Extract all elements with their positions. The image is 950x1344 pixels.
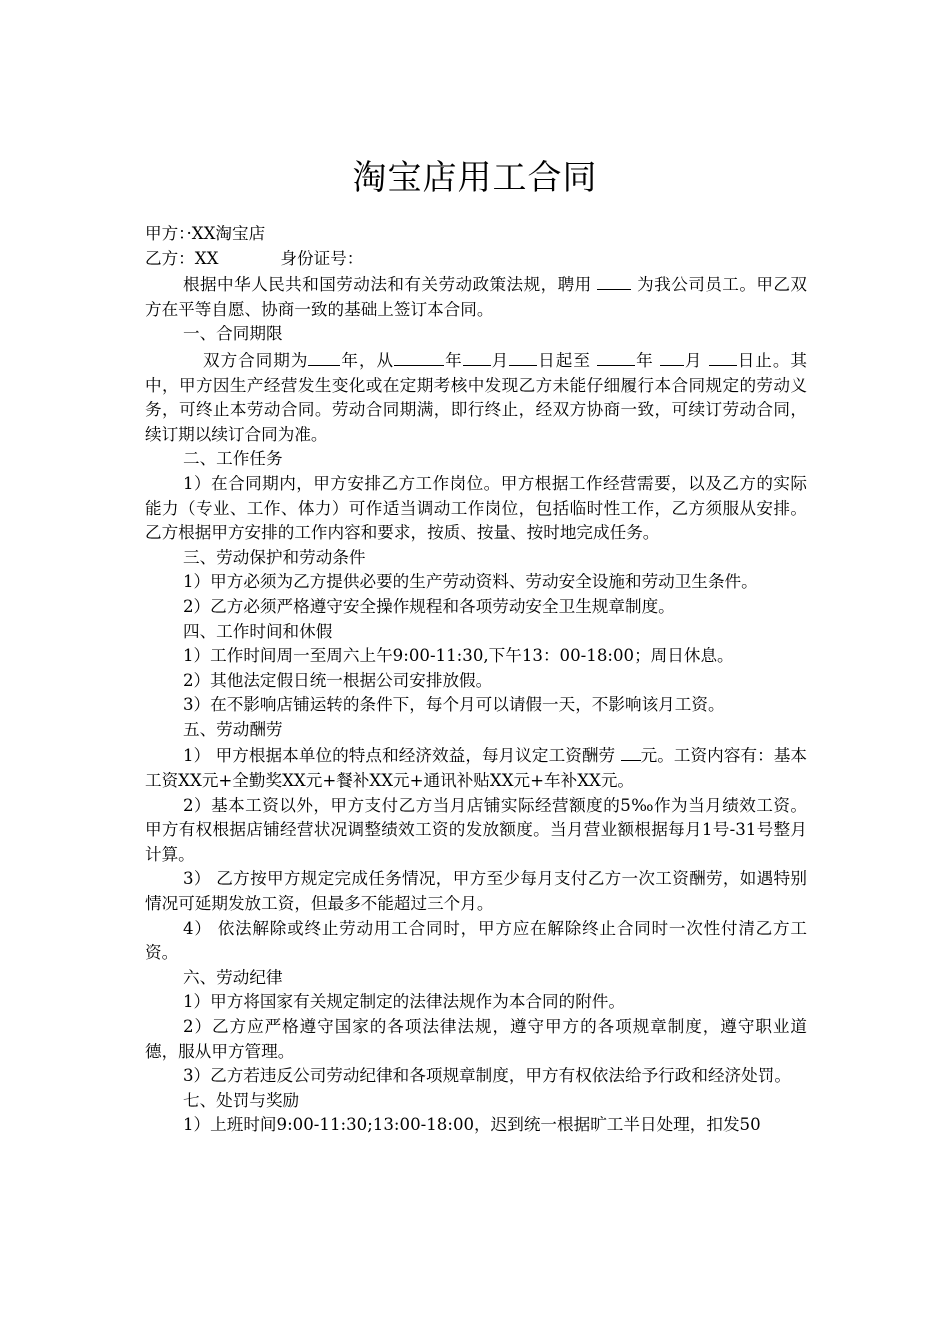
section-7-paragraph-1: 1）上班时间9:00-11:30;13:00-18:00，迟到统一根据旷工半日处理，扣发50 — [183, 1115, 761, 1135]
section-5-paragraph-3: 3） 乙方按甲方规定完成任务情况，甲方至少每月支付乙方一次工资酬劳，如遇特别情况可延期发放工资，但最多不能超过三个月。 — [145, 869, 807, 914]
section-7-title: 七、处罚与奖励 — [183, 1090, 300, 1110]
section-4-title: 四、工作时间和休假 — [183, 621, 333, 641]
section-6-paragraph-2: 2）乙方应严格遵守国家的各项法律法规，遵守甲方的各项规章制度，遵守职业道德，服从甲方管理。 — [145, 1017, 807, 1061]
section-4-paragraph-2: 2）其他法定假日统一根据公司安排放假。 — [183, 670, 493, 690]
section-5-paragraph-2: 2）基本工资以外，甲方支付乙方当月店铺实际经营额度的5‰作为当月绩效工资。甲方有权根据店铺经营状况调整绩效工资的发放额度。当月营业额根据每月1号-31号整月计算。 — [145, 795, 807, 864]
section-5-title: 五、劳动酬劳 — [183, 719, 283, 739]
section-4-paragraph-3: 3）在不影响店铺运转的条件下，每个月可以请假一天，不影响该月工资。 — [183, 695, 725, 715]
section-5-paragraph-4: 4） 依法解除或终止劳动用工合同时，甲方应在解除终止合同时一次性付清乙方工资。 — [145, 918, 807, 963]
section-1-title: 一、合同期限 — [183, 324, 283, 344]
party-b-label: 乙方：XX — [145, 248, 219, 268]
blank-end-month — [660, 347, 684, 366]
blank-start-month — [463, 347, 491, 366]
section-2-paragraph-1: 1）在合同期内，甲方安排乙方工作岗位。甲方根据工作经营需要，以及乙方的实际能力（专业、工作、体力）可作适当调动工作岗位，包括临时性工作，乙方须服从安排。乙方根据甲方安排的工作内容和要求，按质、按量、按时地完成任务。 — [145, 473, 807, 543]
blank-term-years — [308, 347, 340, 366]
section-6-paragraph-3: 3）乙方若违反公司劳动纪律和各项规章制度，甲方有权依法给予行政和经济处罚。 — [183, 1066, 791, 1086]
blank-end-day — [709, 347, 737, 366]
blank-employee-name — [597, 271, 631, 290]
section-3-paragraph-2: 2）乙方必须严格遵守安全操作规程和各项劳动安全卫生规章制度。 — [183, 596, 675, 616]
section-2-title: 二、工作任务 — [183, 449, 283, 469]
section-6-title: 六、劳动纪律 — [183, 967, 283, 987]
blank-start-year — [394, 347, 444, 366]
party-b-line — [145, 247, 807, 272]
document-title: 淘宝店用工合同 — [352, 158, 598, 198]
blank-salary — [621, 742, 641, 761]
section-5-paragraph-1: 1） 甲方根据本单位的特点和经济效益，每月议定工资酬劳 元。工资内容有：基本工资XX元+全勤奖XX元+餐补XX元+通讯补贴XX元+车补XX元。 — [145, 742, 807, 793]
party-b-id-label: 身份证号： — [280, 248, 364, 268]
blank-start-day — [509, 347, 537, 366]
document-body — [145, 222, 807, 1138]
section-1-paragraph: 双方合同期为 年，从 年 月 日起至 年 月 日止。其中，甲方因生产经营发生变化或在定期考核中发现乙方未能仔细履行本合同规定的劳动义务，可终止本劳动合同。劳动合同期满，即行终止，经双方协商一致，可续订劳动合同，续订期以续订合同为准。 — [145, 347, 807, 447]
intro-paragraph: 根据中华人民共和国劳动法和有关劳动政策法规，聘用 为我公司员工。甲乙双方在平等自愿、协商一致的基础上签订本合同。 — [145, 271, 807, 322]
section-3-paragraph-1: 1）甲方必须为乙方提供必要的生产劳动资料、劳动安全设施和劳动卫生条件。 — [183, 572, 758, 592]
blank-end-year — [597, 347, 635, 366]
section-6-paragraph-1: 1）甲方将国家有关规定制定的法律法规作为本合同的附件。 — [183, 992, 625, 1012]
section-4-paragraph-1: 1）工作时间周一至周六上午9:00-11:30,下午13：00-18:00；周日休息。 — [183, 646, 734, 666]
party-a-line: 甲方：·XX淘宝店 — [145, 224, 266, 243]
section-3-title: 三、劳动保护和劳动条件 — [183, 547, 366, 567]
